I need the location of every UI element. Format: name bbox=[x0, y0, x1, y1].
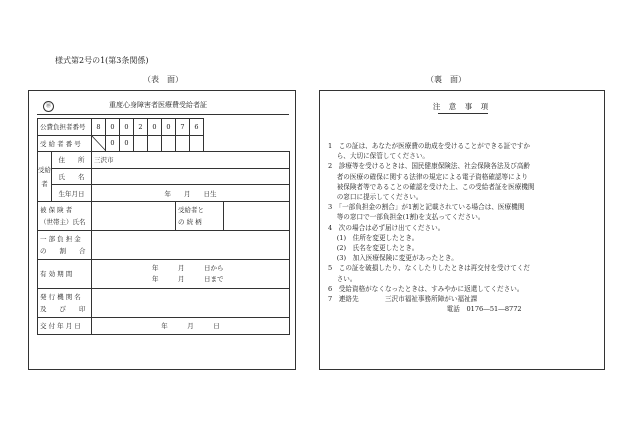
copay-label-line2: の 割 合 bbox=[40, 246, 86, 255]
payer-digit: 0 bbox=[106, 119, 120, 136]
validity-label: 有 効 期 間 bbox=[38, 259, 92, 288]
notes-title: 注 意 事 項 bbox=[432, 102, 492, 111]
name-label: 氏 名 bbox=[52, 168, 92, 185]
recipient-digit-blank bbox=[92, 135, 106, 152]
insured-row bbox=[38, 201, 290, 230]
copay-value bbox=[92, 230, 290, 259]
certificate-front bbox=[28, 90, 296, 370]
issue-date-label: 交 付 年 月 日 bbox=[38, 317, 92, 334]
certificate-table bbox=[37, 118, 290, 335]
back-side-label: （裏 面） bbox=[426, 75, 466, 84]
payer-digit: 0 bbox=[162, 119, 176, 136]
validity-to: 年 月 日まで bbox=[152, 274, 224, 283]
payer-number-label: 公費負担者番号 bbox=[38, 119, 92, 136]
notes-line: の窓口に提示してください。 bbox=[328, 193, 423, 202]
notes-line: 4 次の場合は必ず届け出てください。 bbox=[328, 223, 445, 232]
notes-line: (2) 氏名を変更したとき。 bbox=[328, 244, 419, 253]
recipient-digit bbox=[190, 135, 204, 152]
recipient-digit bbox=[148, 135, 162, 152]
insured-label bbox=[38, 201, 92, 230]
recipient-number-label: 受 給 者 番 号 bbox=[38, 135, 92, 152]
recipient-digit: 0 bbox=[106, 135, 120, 152]
payer-digit: 6 bbox=[190, 119, 204, 136]
notes-line: 1 この証は、あなたが医療費の助成を受けることができる証ですか bbox=[328, 142, 531, 150]
notes-line: さい。 bbox=[328, 274, 357, 283]
notes-line: 3 「一部負担金の割合」が1割と記載されている場合は、医療機関 bbox=[328, 203, 525, 212]
birth-value: 年 月 日生 bbox=[92, 185, 290, 202]
recipient-number-row bbox=[38, 135, 290, 152]
notes-line: 等の窓口で一部負担金(1割)を支払ってください。 bbox=[328, 213, 485, 222]
notes-line: 6 受給資格がなくなったときは、すみやかに返還してください。 bbox=[328, 284, 524, 293]
copay-row bbox=[38, 230, 290, 259]
insured-label-line2: （世帯主）氏名 bbox=[40, 217, 86, 226]
name-value bbox=[92, 168, 290, 185]
notes-list bbox=[328, 141, 598, 314]
notes-line: 電話 0176―51―8772 bbox=[328, 305, 522, 314]
notes-line: 5 この証を破損したり、なくしたりしたときは再交付を受けてくだ bbox=[328, 264, 531, 273]
insured-label-line1: 被 保 険 者 bbox=[40, 205, 73, 214]
payer-digit: 0 bbox=[148, 119, 162, 136]
title-divider bbox=[37, 114, 289, 115]
form-number: 様式第2号の1(第3条関係) bbox=[55, 56, 149, 65]
address-label: 住 所 bbox=[52, 152, 92, 169]
certificate-back bbox=[319, 90, 605, 370]
notes-line: (1) 住所を変更したとき。 bbox=[328, 233, 419, 242]
payer-number-row bbox=[38, 119, 290, 136]
birth-label: 生年月日 bbox=[52, 185, 92, 202]
relation-value bbox=[224, 201, 290, 230]
address-value: 三沢市 bbox=[92, 152, 290, 169]
payer-digit: 2 bbox=[134, 119, 148, 136]
notes-line: 7 連絡先 三沢市福祉事務所障がい福祉課 bbox=[328, 295, 478, 304]
validity-from: 年 月 日から bbox=[152, 263, 224, 272]
recipient-digit: 0 bbox=[120, 135, 134, 152]
notes-line: ら、大切に保管してください。 bbox=[328, 152, 430, 161]
birth-row bbox=[38, 185, 290, 202]
payer-digit: 8 bbox=[92, 119, 106, 136]
payer-digit: 0 bbox=[120, 119, 134, 136]
recipient-digit bbox=[134, 135, 148, 152]
relation-label-line1: 受給者と bbox=[178, 205, 204, 214]
recipient-group-label: 受給者 bbox=[38, 152, 52, 202]
front-side-label: （表 面） bbox=[143, 75, 183, 84]
relation-label-line2: の 続 柄 bbox=[178, 217, 202, 226]
issuer-row bbox=[38, 288, 290, 317]
diagonal-slash bbox=[92, 136, 106, 151]
issue-date-value: 年 月 日 bbox=[92, 317, 290, 334]
recipient-digit bbox=[162, 135, 176, 152]
notes-line: 者の医療の確保に関する法律の規定による電子資格確認等により bbox=[328, 172, 528, 181]
validity-row bbox=[38, 259, 290, 288]
name-row bbox=[38, 168, 290, 185]
notes-line: (3) 加入医療保険に変更があったとき。 bbox=[328, 254, 458, 263]
payer-digit: 7 bbox=[176, 119, 190, 136]
certificate-title: 重度心身障害者医療費受給者証 bbox=[109, 101, 207, 109]
notes-line: 2 診療等を受けるときは、国民健康保険法、社会保険各法及び高齢 bbox=[328, 162, 531, 171]
copay-label bbox=[38, 230, 92, 259]
insured-value bbox=[92, 201, 176, 230]
issuer-label-line2: 及 び 印 bbox=[40, 304, 86, 313]
seal-mark: ㊞ bbox=[43, 101, 54, 112]
issuer-value bbox=[92, 288, 290, 317]
issuer-label-line1: 発 行 機 関 名 bbox=[40, 292, 81, 301]
issue-date-row bbox=[38, 317, 290, 334]
notes-title-underline bbox=[438, 113, 488, 114]
copay-label-line1: 一 部 負 担 金 bbox=[40, 234, 81, 243]
recipient-digit bbox=[176, 135, 190, 152]
issuer-label bbox=[38, 288, 92, 317]
relation-label bbox=[176, 201, 224, 230]
notes-line: 被保険者等であることの確認を受けた上、この受給者証を医療機関 bbox=[328, 182, 535, 191]
address-row bbox=[38, 152, 290, 169]
validity-value bbox=[92, 259, 290, 288]
